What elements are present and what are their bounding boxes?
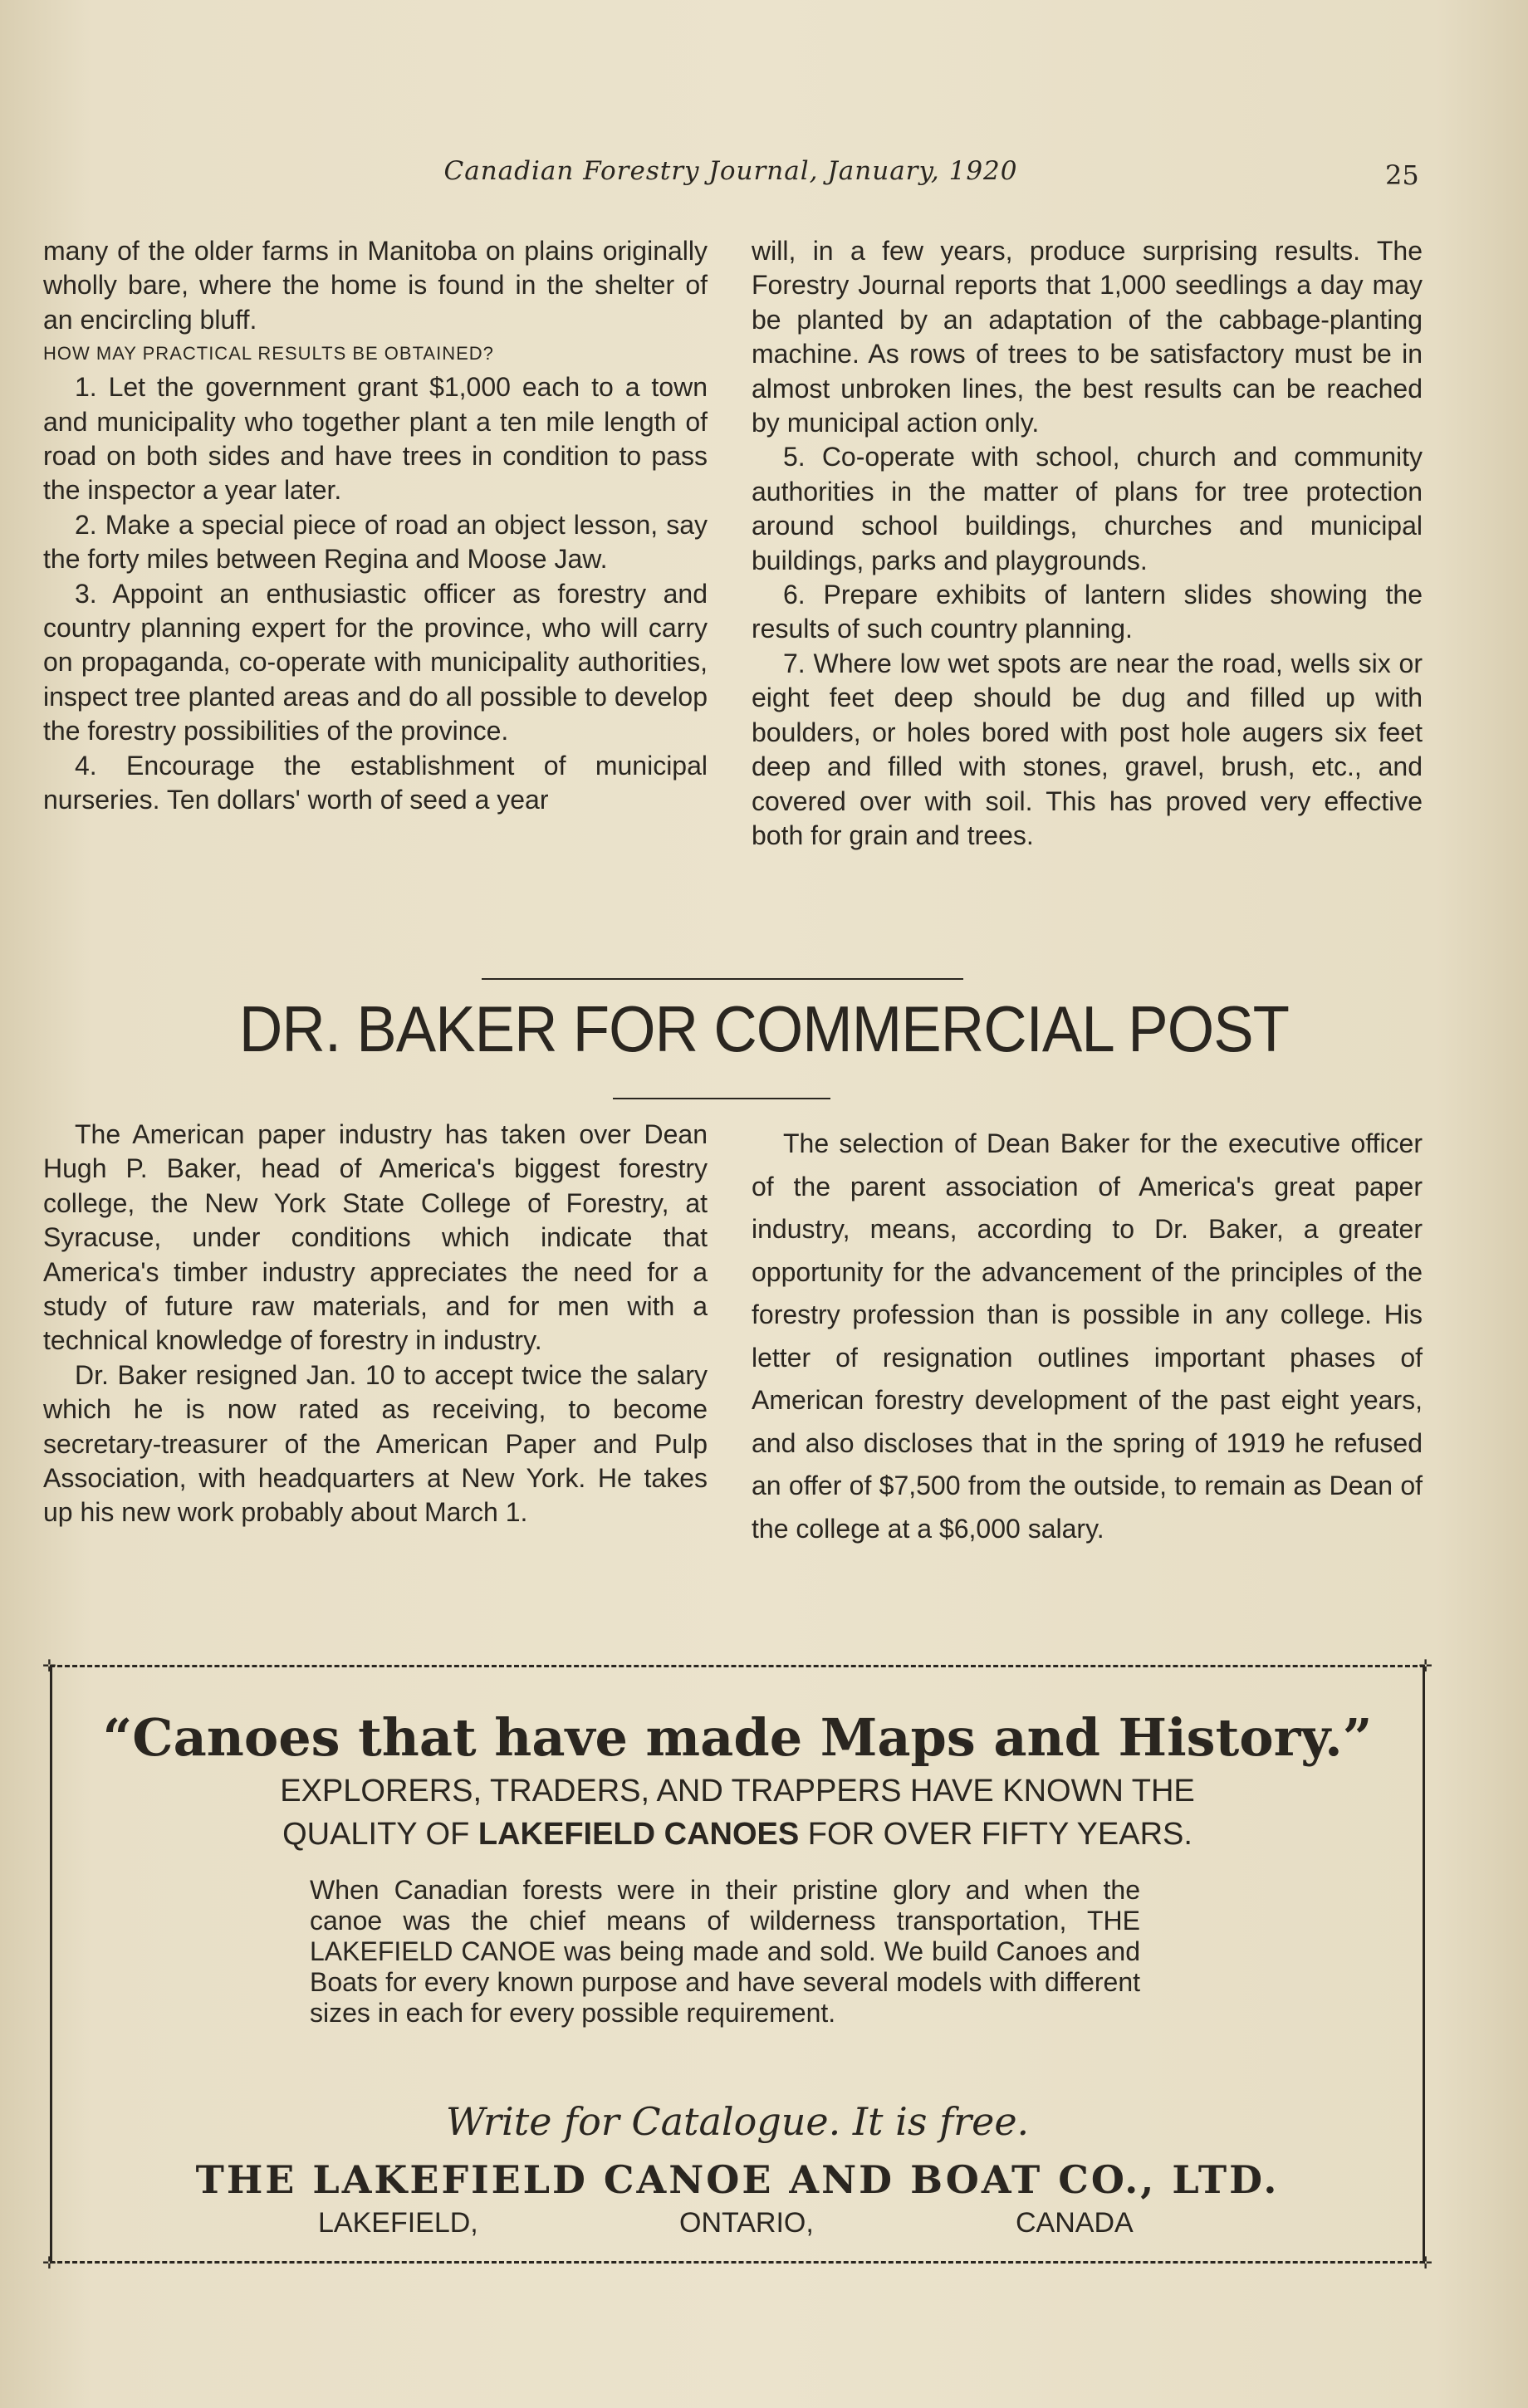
section-subhead: HOW MAY PRACTICAL RESULTS BE OBTAINED?: [43, 343, 494, 365]
corner-ornament-icon: ✛: [1418, 2253, 1432, 2273]
article1-right-p2: 5. Co-operate with school, church and community authorities in the matter of plans for tree protection around school buildings, churches and municipal buildings, parks and playgrounds.: [752, 442, 1423, 575]
ad-subtitle-pre: QUALITY OF: [282, 1817, 470, 1852]
headline-rule-top: [482, 978, 963, 980]
page-number: 25: [1385, 159, 1419, 191]
ad-subtitle-post: FOR OVER FIFTY YEARS.: [807, 1817, 1193, 1852]
article1-left-column: [43, 234, 708, 818]
running-head: [0, 156, 1528, 206]
article2-left-p2: Dr. Baker resigned Jan. 10 to accept twice the salary which he is now rated as receiving, to become secretary-treasurer of the American Paper and Pulp Association, with headquarters at New York. He takes up his new work probably about March 1.: [43, 1359, 708, 1528]
ad-title: “Canoes that have made Maps and History.”: [102, 1707, 1373, 1768]
ad-subtitle-line1: EXPLORERS, TRADERS, AND TRAPPERS HAVE KNOWN THE: [280, 1774, 1195, 1808]
article1-left-p5: 4. Encourage the establishment of municipal nurseries. Ten dollars' worth of seed a year: [43, 750, 708, 815]
ad-body-text: When Canadian forests were in their pristine glory and when the canoe was the chief means of wilderness transportation, THE LAKEFIELD CANOE was being made and sold. We build Canoes and Boats for every known purpose and have several models with different sizes in each for every possible requirement.: [310, 1875, 1140, 2028]
corner-ornament-icon: ✛: [42, 2253, 56, 2273]
corner-ornament-icon: ✛: [42, 1656, 56, 1676]
ad-call-to-action: Write for Catalogue. It is free.: [445, 2099, 1030, 2144]
article2-right-p1: The selection of Dean Baker for the executive officer of the parent association of America's great paper industry, means, according to Dr. Baker, a greater opportunity for the advancement of the principles of the forestry profession than is possible in any college. His letter of resignation outlines important phases of American forestry development of the past eight years, and also discloses that in the spring of 1919 he refused an offer of $7,500 from the outside, to remain as Dean of the college at a $6,000 salary.: [752, 1128, 1423, 1544]
article1-left-p2: 1. Let the government grant $1,000 each to a town and municipality who together plant a ten mile length of road on both sides and have trees in condition to pass the inspector a year later.: [43, 372, 708, 506]
running-title: Canadian Forestry Journal, January, 1920: [443, 156, 1018, 186]
article2-left-p1: The American paper industry has taken over Dean Hugh P. Baker, head of America's biggest forestry college, the New York State College of Forestry, at Syracuse, under conditions which indicate that America's timber industry appreciates the need for a study of future raw materials, and for men with a technical knowledge of forestry in industry.: [43, 1119, 708, 1356]
article1-left-p3: 2. Make a special piece of road an object lesson, say the forty miles between Regina and Moose Jaw.: [43, 509, 708, 575]
ad-company-name: THE LAKEFIELD CANOE AND BOAT CO., LTD.: [195, 2157, 1280, 2202]
article1-right-p3: 6. Prepare exhibits of lantern slides showing the results of such country planning.: [752, 580, 1423, 644]
ad-location-province: ONTARIO,: [679, 2207, 814, 2239]
article2-headline: DR. BAKER FOR COMMERCIAL POST: [238, 992, 1290, 1065]
ad-location-country: CANADA: [1016, 2207, 1134, 2239]
ad-subtitle-line2: [52, 1817, 1423, 1852]
article1-right-p4: 7. Where low wet spots are near the road, wells six or eight feet deep should be dug and filled up with boulders, or holes bored with post hole augers six feet deep and filled with stones, gravel, brush, etc., and covered over with soil. This has proved very effective both for grain and trees.: [752, 648, 1423, 850]
article1-left-p4: 3. Appoint an enthusiastic officer as forestry and country planning expert for the province, who will carry on propaganda, co-operate with municipality authorities, inspect tree planted areas and do all possible to develop the forestry possibilities of the province.: [43, 578, 708, 746]
article1-left-p1: many of the older farms in Manitoba on plains originally wholly bare, where the home is found in the shelter of an encircling bluff.: [43, 236, 708, 335]
headline-rule-bottom: [613, 1098, 830, 1099]
article1-right-p1: will, in a few years, produce surprising results. The Forestry Journal reports that 1,000 seedlings a day may be planted by an adaptation of the cabbage-planting machine. As rows of trees to be satisfactory must be in almost unbroken lines, the best results can be reached by municipal action only.: [752, 236, 1423, 438]
article2-left-column: [43, 1118, 708, 1530]
article2-right-column: [752, 1123, 1423, 1550]
lakefield-advertisement: [42, 1656, 1432, 2273]
article1-right-column: [752, 234, 1423, 853]
ad-brand-name: LAKEFIELD CANOES: [478, 1817, 800, 1852]
corner-ornament-icon: ✛: [1418, 1656, 1432, 1676]
ad-location-town: LAKEFIELD,: [318, 2207, 478, 2239]
